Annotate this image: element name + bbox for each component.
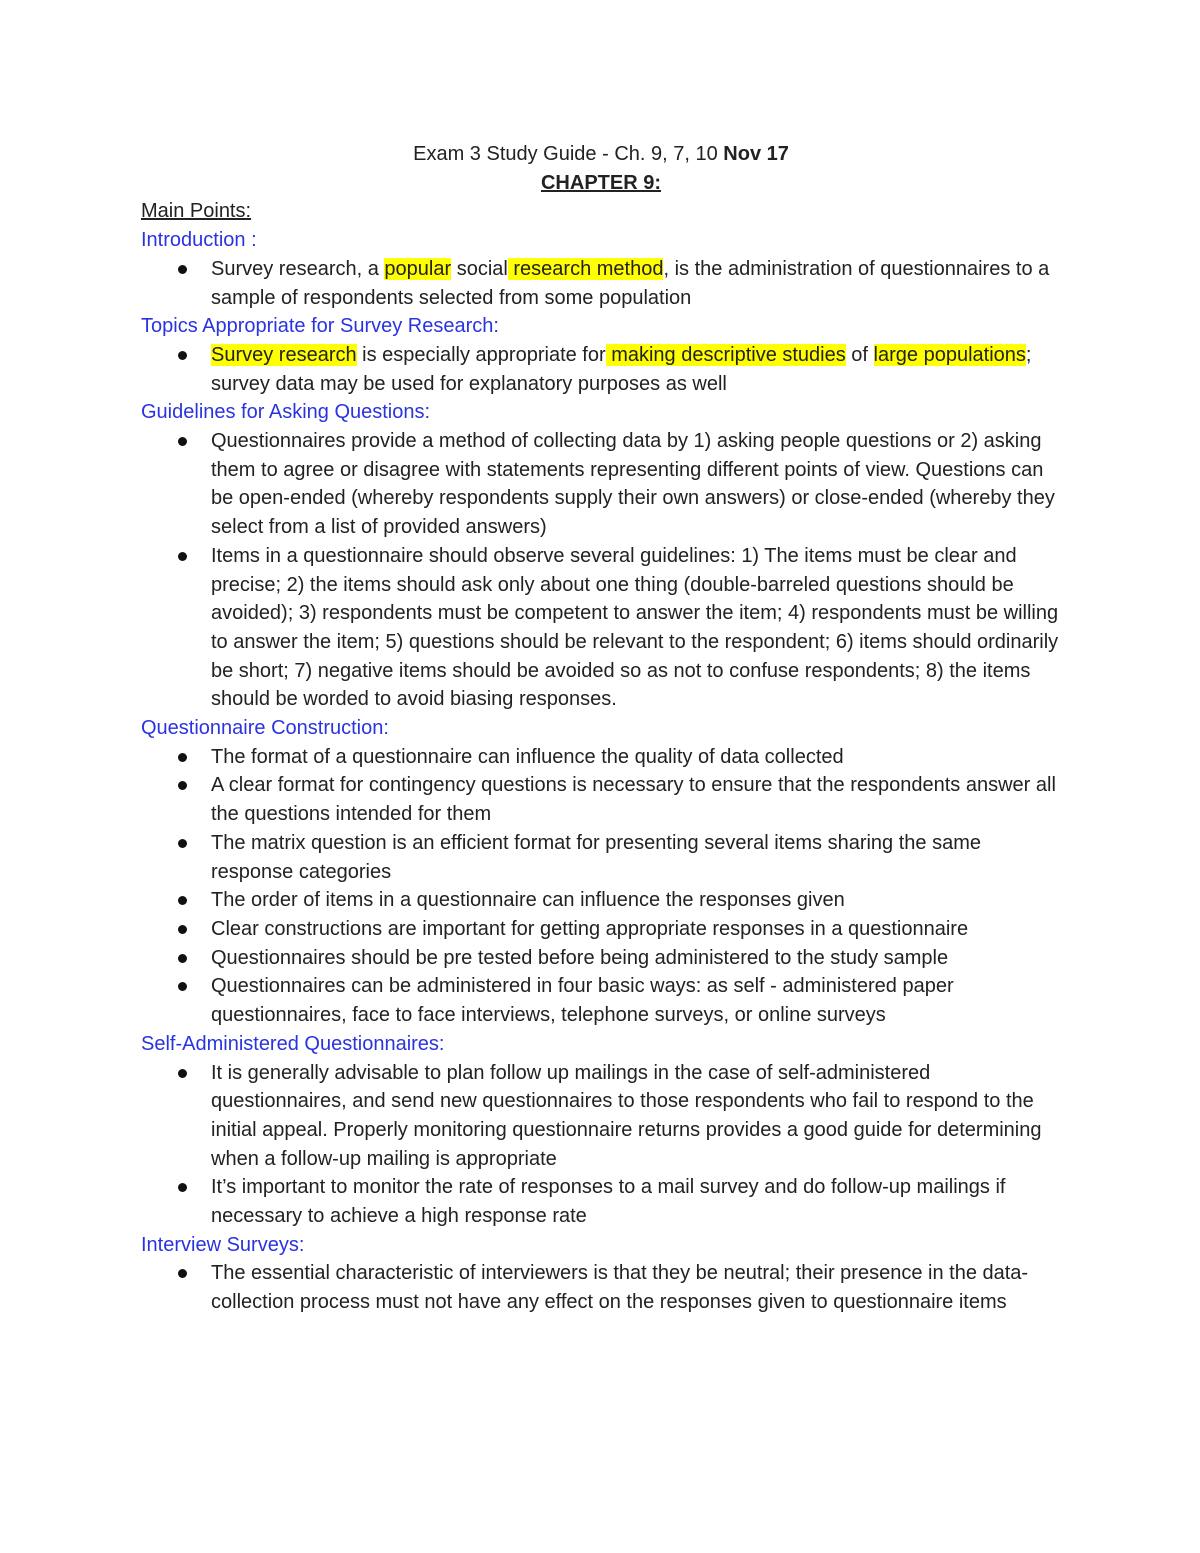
list-item xyxy=(211,427,1061,542)
section-heading: Self-Administered Questionnaires: xyxy=(141,1032,445,1055)
list-item xyxy=(211,542,1061,714)
list-item xyxy=(211,1059,1061,1174)
bullet-dot-icon xyxy=(178,954,187,963)
highlighted-text: making descriptive studies xyxy=(605,343,846,366)
list-item xyxy=(211,886,1061,915)
list-item xyxy=(211,1259,1061,1316)
bullet-text: It’s important to monitor the rate of responses to a mail survey and do follow-up mailings if necessary to achieve a high response rate xyxy=(211,1176,1006,1228)
sections-container xyxy=(141,226,1061,1317)
list-item xyxy=(211,771,1061,828)
bullet-text: social xyxy=(451,257,508,280)
bullet-dot-icon xyxy=(178,1183,187,1192)
bullet-list xyxy=(141,1059,1061,1231)
bullet-text: The essential characteristic of interviewers is that they be neutral; their presence in the data-collection process must not have any effect on the responses given to questionnaire items xyxy=(211,1262,1029,1314)
bullet-dot-icon xyxy=(178,839,187,848)
bullet-text: A clear format for contingency questions is necessary to ensure that the respondents answer all the questions intended for them xyxy=(211,774,1056,826)
list-item xyxy=(211,255,1061,312)
bullet-list xyxy=(141,341,1061,398)
bullet-text: is especially appropriate for xyxy=(356,343,606,366)
bullet-text: Survey research, a xyxy=(211,257,385,280)
list-item xyxy=(211,829,1061,886)
bullet-text: of xyxy=(845,343,874,366)
highlighted-text: large populations xyxy=(873,343,1026,366)
section-heading: Topics Appropriate for Survey Research: xyxy=(141,315,499,338)
bullet-text: Items in a questionnaire should observe several guidelines: 1) The items must be clear and precise; 2) the items should ask only about one thing (double-barreled questions should be avoided); 3) respondents must be competent to answer the item; 4) respondents must be willing to answer the item; 5) questions should be relevant to the respondent; 6) items should ordinarily be short; 7) negative items should be avoided so as not to confuse respondents; 8) the items should be worded to avoid biasing responses. xyxy=(211,544,1059,711)
bullet-dot-icon xyxy=(178,351,187,360)
main-points-label: Main Points: xyxy=(141,200,252,223)
section-heading: Interview Surveys: xyxy=(141,1233,305,1256)
bullet-text: ; survey data may be used for explanatory purposes as well xyxy=(211,343,1032,395)
bullet-list xyxy=(141,427,1061,714)
bullet-text: , is the administration of questionnaires to a sample of respondents selected from some population xyxy=(211,257,1050,309)
chapter-heading: CHAPTER 9: xyxy=(540,171,661,194)
highlighted-text: Survey research xyxy=(211,343,357,366)
bullet-dot-icon xyxy=(178,925,187,934)
bullet-dot-icon xyxy=(178,1069,187,1078)
bullet-text: Questionnaires can be administered in four basic ways: as self - administered paper questionnaires, face to face interviews, telephone surveys, or online surveys xyxy=(211,975,954,1027)
bullet-list xyxy=(141,255,1061,312)
highlighted-text: popular xyxy=(384,257,452,280)
title-text: Exam 3 Study Guide - Ch. 9, 7, 10 xyxy=(413,143,724,165)
list-item xyxy=(211,341,1061,398)
bullet-dot-icon xyxy=(178,781,187,790)
bullet-text: Questionnaires provide a method of collecting data by 1) asking people questions or 2) asking them to agree or disagree with statements representing different points of view. Questions can be open-ended (whereby respondents supply their own answers) or close-ended (whereby they select from a list of provided answers) xyxy=(211,430,1055,539)
bullet-dot-icon xyxy=(178,1269,187,1278)
bullet-dot-icon xyxy=(178,753,187,762)
section-heading: Introduction : xyxy=(141,229,257,252)
bullet-dot-icon xyxy=(178,265,187,274)
bullet-text: Questionnaires should be pre tested before being administered to the study sample xyxy=(211,946,949,969)
bullet-text: The format of a questionnaire can influence the quality of data collected xyxy=(211,745,844,768)
bullet-dot-icon xyxy=(178,437,187,446)
section-heading: Questionnaire Construction: xyxy=(141,717,389,740)
list-item xyxy=(211,972,1061,1029)
bullet-text: The matrix question is an efficient format for presenting several items sharing the same response categories xyxy=(211,831,981,883)
list-item xyxy=(211,915,1061,944)
bullet-dot-icon xyxy=(178,552,187,561)
bullet-text: It is generally advisable to plan follow up mailings in the case of self-administered questionnaires, and send new questionnaires to those respondents who fail to respond to the initial appeal. Properly monitoring questionnaire returns provides a good guide for determining when a follow-up mailing is appropriate xyxy=(211,1061,1042,1170)
highlighted-text: research method xyxy=(507,257,664,280)
bullet-dot-icon xyxy=(178,896,187,905)
document-title xyxy=(141,140,1061,169)
bullet-list xyxy=(141,1259,1061,1316)
bullet-list xyxy=(141,743,1061,1030)
section-heading: Guidelines for Asking Questions: xyxy=(141,401,431,424)
title-date: Nov 17 xyxy=(723,143,789,165)
bullet-text: The order of items in a questionnaire can influence the responses given xyxy=(211,889,845,912)
document-content xyxy=(141,140,1061,1317)
bullet-text: Clear constructions are important for getting appropriate responses in a questionnaire xyxy=(211,917,969,940)
list-item xyxy=(211,944,1061,973)
bullet-dot-icon xyxy=(178,982,187,991)
list-item xyxy=(211,743,1061,772)
list-item xyxy=(211,1173,1061,1230)
